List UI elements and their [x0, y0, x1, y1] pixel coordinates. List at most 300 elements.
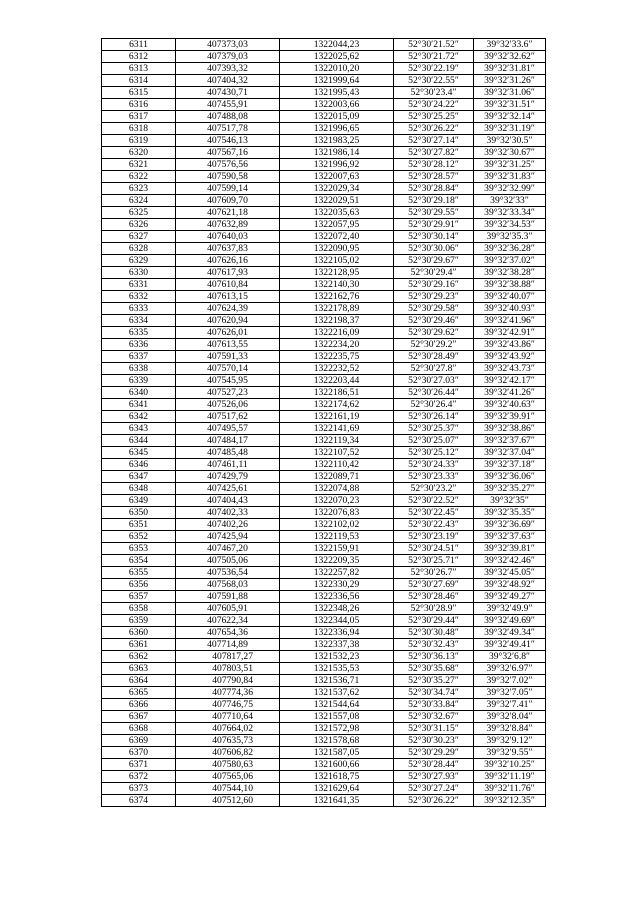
latitude-cell: 52°30′28.49″: [394, 351, 474, 363]
latitude-cell: 52°30′25.25″: [394, 111, 474, 123]
point-number-cell: 6325: [102, 207, 176, 219]
y-coordinate-cell: 1321600,66: [280, 759, 394, 771]
table-row: [102, 63, 546, 75]
latitude-cell: 52°30′30.23″: [394, 735, 474, 747]
latitude-cell: 52°30′29.58″: [394, 303, 474, 315]
y-coordinate-cell: 1322029,34: [280, 183, 394, 195]
point-number-cell: 6352: [102, 531, 176, 543]
longitude-cell: 39°32′10.25″: [474, 759, 546, 771]
latitude-cell: 52°30′22.52″: [394, 495, 474, 507]
longitude-cell: 39°32′36.06″: [474, 471, 546, 483]
point-number-cell: 6338: [102, 363, 176, 375]
latitude-cell: 52°30′28.44″: [394, 759, 474, 771]
longitude-cell: 39°32′31.06″: [474, 87, 546, 99]
latitude-cell: 52°30′27.24″: [394, 783, 474, 795]
point-number-cell: 6364: [102, 675, 176, 687]
table-row: [102, 219, 546, 231]
longitude-cell: 39°32′38.88″: [474, 279, 546, 291]
point-number-cell: 6337: [102, 351, 176, 363]
longitude-cell: 39°32′32.99″: [474, 183, 546, 195]
point-number-cell: 6351: [102, 519, 176, 531]
latitude-cell: 52°30′27.8″: [394, 363, 474, 375]
table-row: [102, 603, 546, 615]
latitude-cell: 52°30′26.14″: [394, 411, 474, 423]
y-coordinate-cell: 1322007,63: [280, 171, 394, 183]
table-row: [102, 723, 546, 735]
point-number-cell: 6371: [102, 759, 176, 771]
y-coordinate-cell: 1322198,37: [280, 315, 394, 327]
longitude-cell: 39°32′37.18″: [474, 459, 546, 471]
longitude-cell: 39°32′31.19″: [474, 123, 546, 135]
point-number-cell: 6323: [102, 183, 176, 195]
latitude-cell: 52°30′23.33″: [394, 471, 474, 483]
x-coordinate-cell: 407536,54: [176, 567, 280, 579]
x-coordinate-cell: 407373,03: [176, 39, 280, 51]
point-number-cell: 6361: [102, 639, 176, 651]
table-row: [102, 171, 546, 183]
x-coordinate-cell: 407517,62: [176, 411, 280, 423]
y-coordinate-cell: 1322234,20: [280, 339, 394, 351]
longitude-cell: 39°32′12.35″: [474, 795, 546, 807]
table-row: [102, 495, 546, 507]
y-coordinate-cell: 1321537,62: [280, 687, 394, 699]
x-coordinate-cell: 407567,16: [176, 147, 280, 159]
x-coordinate-cell: 407517,78: [176, 123, 280, 135]
table-row: [102, 627, 546, 639]
x-coordinate-cell: 407565,06: [176, 771, 280, 783]
longitude-cell: 39°32′9.55″: [474, 747, 546, 759]
table-row: [102, 411, 546, 423]
x-coordinate-cell: 407461,11: [176, 459, 280, 471]
x-coordinate-cell: 407430,71: [176, 87, 280, 99]
y-coordinate-cell: 1322203,44: [280, 375, 394, 387]
y-coordinate-cell: 1321532,23: [280, 651, 394, 663]
latitude-cell: 52°30′26.4″: [394, 399, 474, 411]
latitude-cell: 52°30′35.68″: [394, 663, 474, 675]
y-coordinate-cell: 1321536,71: [280, 675, 394, 687]
x-coordinate-cell: 407790,84: [176, 675, 280, 687]
latitude-cell: 52°30′35.27″: [394, 675, 474, 687]
point-number-cell: 6322: [102, 171, 176, 183]
longitude-cell: 39°32′49.27″: [474, 591, 546, 603]
point-number-cell: 6372: [102, 771, 176, 783]
y-coordinate-cell: 1322216,09: [280, 327, 394, 339]
table-row: [102, 795, 546, 807]
x-coordinate-cell: 407632,89: [176, 219, 280, 231]
longitude-cell: 39°32′35.27″: [474, 483, 546, 495]
point-number-cell: 6324: [102, 195, 176, 207]
x-coordinate-cell: 407599,14: [176, 183, 280, 195]
x-coordinate-cell: 407379,03: [176, 51, 280, 63]
x-coordinate-cell: 407590,58: [176, 171, 280, 183]
x-coordinate-cell: 407654,36: [176, 627, 280, 639]
y-coordinate-cell: 1322336,94: [280, 627, 394, 639]
latitude-cell: 52°30′32.43″: [394, 639, 474, 651]
longitude-cell: 39°32′41.96″: [474, 315, 546, 327]
y-coordinate-cell: 1322090,95: [280, 243, 394, 255]
x-coordinate-cell: 407570,14: [176, 363, 280, 375]
table-row: [102, 339, 546, 351]
longitude-cell: 39°32′37.04″: [474, 447, 546, 459]
x-coordinate-cell: 407622,34: [176, 615, 280, 627]
y-coordinate-cell: 1322128,95: [280, 267, 394, 279]
latitude-cell: 52°30′32.67″: [394, 711, 474, 723]
y-coordinate-cell: 1322029,51: [280, 195, 394, 207]
x-coordinate-cell: 407620,94: [176, 315, 280, 327]
longitude-cell: 39°32′49.9″: [474, 603, 546, 615]
table-row: [102, 651, 546, 663]
table-row: [102, 759, 546, 771]
point-number-cell: 6344: [102, 435, 176, 447]
y-coordinate-cell: 1322140,30: [280, 279, 394, 291]
longitude-cell: 39°32′40.07″: [474, 291, 546, 303]
longitude-cell: 39°32′30.67″: [474, 147, 546, 159]
y-coordinate-cell: 1321995,43: [280, 87, 394, 99]
longitude-cell: 39°32′34.53″: [474, 219, 546, 231]
x-coordinate-cell: 407576,56: [176, 159, 280, 171]
x-coordinate-cell: 407495,57: [176, 423, 280, 435]
longitude-cell: 39°32′49.41″: [474, 639, 546, 651]
table-row: [102, 303, 546, 315]
longitude-cell: 39°32′39.91″: [474, 411, 546, 423]
longitude-cell: 39°32′36.28″: [474, 243, 546, 255]
point-number-cell: 6356: [102, 579, 176, 591]
longitude-cell: 39°32′33.34″: [474, 207, 546, 219]
x-coordinate-cell: 407774,36: [176, 687, 280, 699]
point-number-cell: 6330: [102, 267, 176, 279]
longitude-cell: 39°32′37.63″: [474, 531, 546, 543]
longitude-cell: 39°32′40.93″: [474, 303, 546, 315]
x-coordinate-cell: 407664,02: [176, 723, 280, 735]
point-number-cell: 6334: [102, 315, 176, 327]
point-number-cell: 6353: [102, 543, 176, 555]
y-coordinate-cell: 1322257,82: [280, 567, 394, 579]
latitude-cell: 52°30′28.12″: [394, 159, 474, 171]
latitude-cell: 52°30′25.07″: [394, 435, 474, 447]
longitude-cell: 39°32′6.8″: [474, 651, 546, 663]
x-coordinate-cell: 407591,33: [176, 351, 280, 363]
latitude-cell: 52°30′21.52″: [394, 39, 474, 51]
table-row: [102, 639, 546, 651]
point-number-cell: 6313: [102, 63, 176, 75]
longitude-cell: 39°32′6.97″: [474, 663, 546, 675]
longitude-cell: 39°32′11.19″: [474, 771, 546, 783]
y-coordinate-cell: 1322102,02: [280, 519, 394, 531]
table-row: [102, 519, 546, 531]
y-coordinate-cell: 1322159,91: [280, 543, 394, 555]
table-row: [102, 387, 546, 399]
latitude-cell: 52°30′23.19″: [394, 531, 474, 543]
y-coordinate-cell: 1322074,88: [280, 483, 394, 495]
y-coordinate-cell: 1322076,83: [280, 507, 394, 519]
latitude-cell: 52°30′28.57″: [394, 171, 474, 183]
x-coordinate-cell: 407591,88: [176, 591, 280, 603]
y-coordinate-cell: 1322119,34: [280, 435, 394, 447]
y-coordinate-cell: 1322141,69: [280, 423, 394, 435]
y-coordinate-cell: 1321629,64: [280, 783, 394, 795]
y-coordinate-cell: 1321578,68: [280, 735, 394, 747]
x-coordinate-cell: 407710,64: [176, 711, 280, 723]
longitude-cell: 39°32′36.69″: [474, 519, 546, 531]
x-coordinate-cell: 407402,33: [176, 507, 280, 519]
longitude-cell: 39°32′38.86″: [474, 423, 546, 435]
latitude-cell: 52°30′25.37″: [394, 423, 474, 435]
table-row: [102, 435, 546, 447]
longitude-cell: 39°32′43.86″: [474, 339, 546, 351]
longitude-cell: 39°32′42.91″: [474, 327, 546, 339]
table-row: [102, 267, 546, 279]
longitude-cell: 39°32′7.02″: [474, 675, 546, 687]
x-coordinate-cell: 407488,08: [176, 111, 280, 123]
latitude-cell: 52°30′22.45″: [394, 507, 474, 519]
y-coordinate-cell: 1322161,19: [280, 411, 394, 423]
latitude-cell: 52°30′30.06″: [394, 243, 474, 255]
longitude-cell: 39°32′35″: [474, 495, 546, 507]
point-number-cell: 6336: [102, 339, 176, 351]
latitude-cell: 52°30′34.74″: [394, 687, 474, 699]
point-number-cell: 6345: [102, 447, 176, 459]
latitude-cell: 52°30′25.71″: [394, 555, 474, 567]
x-coordinate-cell: 407605,91: [176, 603, 280, 615]
point-number-cell: 6343: [102, 423, 176, 435]
latitude-cell: 52°30′29.62″: [394, 327, 474, 339]
latitude-cell: 52°30′22.43″: [394, 519, 474, 531]
longitude-cell: 39°32′11.76″: [474, 783, 546, 795]
longitude-cell: 39°32′9.12″: [474, 735, 546, 747]
point-number-cell: 6326: [102, 219, 176, 231]
table-row: [102, 291, 546, 303]
x-coordinate-cell: 407546,13: [176, 135, 280, 147]
point-number-cell: 6355: [102, 567, 176, 579]
table-row: [102, 459, 546, 471]
y-coordinate-cell: 1322035,63: [280, 207, 394, 219]
point-number-cell: 6368: [102, 723, 176, 735]
x-coordinate-cell: 407404,32: [176, 75, 280, 87]
table-row: [102, 783, 546, 795]
longitude-cell: 39°32′37.02″: [474, 255, 546, 267]
latitude-cell: 52°30′23.2″: [394, 483, 474, 495]
x-coordinate-cell: 407606,82: [176, 747, 280, 759]
point-number-cell: 6319: [102, 135, 176, 147]
point-number-cell: 6365: [102, 687, 176, 699]
x-coordinate-cell: 407637,83: [176, 243, 280, 255]
table-row: [102, 615, 546, 627]
table-row: [102, 471, 546, 483]
point-number-cell: 6370: [102, 747, 176, 759]
point-number-cell: 6350: [102, 507, 176, 519]
longitude-cell: 39°32′43.92″: [474, 351, 546, 363]
y-coordinate-cell: 1322330,29: [280, 579, 394, 591]
y-coordinate-cell: 1322107,52: [280, 447, 394, 459]
y-coordinate-cell: 1322105,02: [280, 255, 394, 267]
point-number-cell: 6316: [102, 99, 176, 111]
x-coordinate-cell: 407714,89: [176, 639, 280, 651]
latitude-cell: 52°30′27.82″: [394, 147, 474, 159]
latitude-cell: 52°30′29.67″: [394, 255, 474, 267]
x-coordinate-cell: 407626,01: [176, 327, 280, 339]
latitude-cell: 52°30′29.18″: [394, 195, 474, 207]
point-number-cell: 6373: [102, 783, 176, 795]
longitude-cell: 39°32′32.62″: [474, 51, 546, 63]
y-coordinate-cell: 1321544,64: [280, 699, 394, 711]
table-row: [102, 771, 546, 783]
point-number-cell: 6318: [102, 123, 176, 135]
x-coordinate-cell: 407803,51: [176, 663, 280, 675]
table-row: [102, 375, 546, 387]
latitude-cell: 52°30′29.23″: [394, 291, 474, 303]
longitude-cell: 39°32′32.14″: [474, 111, 546, 123]
y-coordinate-cell: 1321641,35: [280, 795, 394, 807]
longitude-cell: 39°32′31.26″: [474, 75, 546, 87]
table-row: [102, 195, 546, 207]
table-row: [102, 483, 546, 495]
latitude-cell: 52°30′28.84″: [394, 183, 474, 195]
longitude-cell: 39°32′49.69″: [474, 615, 546, 627]
x-coordinate-cell: 407526,06: [176, 399, 280, 411]
longitude-cell: 39°32′35.35″: [474, 507, 546, 519]
y-coordinate-cell: 1321587,05: [280, 747, 394, 759]
longitude-cell: 39°32′31.51″: [474, 99, 546, 111]
table-row: [102, 279, 546, 291]
latitude-cell: 52°30′26.22″: [394, 123, 474, 135]
table-row: [102, 183, 546, 195]
latitude-cell: 52°30′28.46″: [394, 591, 474, 603]
table-row: [102, 567, 546, 579]
longitude-cell: 39°32′31.83″: [474, 171, 546, 183]
point-number-cell: 6357: [102, 591, 176, 603]
table-row: [102, 423, 546, 435]
x-coordinate-cell: 407609,70: [176, 195, 280, 207]
point-number-cell: 6362: [102, 651, 176, 663]
point-number-cell: 6328: [102, 243, 176, 255]
latitude-cell: 52°30′24.51″: [394, 543, 474, 555]
longitude-cell: 39°32′42.46″: [474, 555, 546, 567]
x-coordinate-cell: 407621,18: [176, 207, 280, 219]
table-row: [102, 51, 546, 63]
longitude-cell: 39°32′42.17″: [474, 375, 546, 387]
point-number-cell: 6347: [102, 471, 176, 483]
latitude-cell: 52°30′24.33″: [394, 459, 474, 471]
y-coordinate-cell: 1322044,23: [280, 39, 394, 51]
table-row: [102, 735, 546, 747]
y-coordinate-cell: 1322232,52: [280, 363, 394, 375]
point-number-cell: 6312: [102, 51, 176, 63]
point-number-cell: 6358: [102, 603, 176, 615]
table-row: [102, 507, 546, 519]
table-row: [102, 315, 546, 327]
y-coordinate-cell: 1322057,95: [280, 219, 394, 231]
y-coordinate-cell: 1322015,09: [280, 111, 394, 123]
x-coordinate-cell: 407484,17: [176, 435, 280, 447]
point-number-cell: 6331: [102, 279, 176, 291]
table-row: [102, 531, 546, 543]
y-coordinate-cell: 1321535,53: [280, 663, 394, 675]
point-number-cell: 6317: [102, 111, 176, 123]
latitude-cell: 52°30′25.12″: [394, 447, 474, 459]
table-row: [102, 363, 546, 375]
table-row: [102, 543, 546, 555]
point-number-cell: 6332: [102, 291, 176, 303]
x-coordinate-cell: 407402,26: [176, 519, 280, 531]
x-coordinate-cell: 407568,03: [176, 579, 280, 591]
x-coordinate-cell: 407635,73: [176, 735, 280, 747]
table-row: [102, 447, 546, 459]
y-coordinate-cell: 1322209,35: [280, 555, 394, 567]
point-number-cell: 6346: [102, 459, 176, 471]
point-number-cell: 6374: [102, 795, 176, 807]
point-number-cell: 6341: [102, 399, 176, 411]
y-coordinate-cell: 1322337,38: [280, 639, 394, 651]
point-number-cell: 6333: [102, 303, 176, 315]
x-coordinate-cell: 407467,20: [176, 543, 280, 555]
point-number-cell: 6348: [102, 483, 176, 495]
longitude-cell: 39°32′7.41″: [474, 699, 546, 711]
y-coordinate-cell: 1322010,20: [280, 63, 394, 75]
point-number-cell: 6360: [102, 627, 176, 639]
y-coordinate-cell: 1322119,53: [280, 531, 394, 543]
table-row: [102, 255, 546, 267]
point-number-cell: 6359: [102, 615, 176, 627]
latitude-cell: 52°30′29.44″: [394, 615, 474, 627]
table-row: [102, 711, 546, 723]
longitude-cell: 39°32′38.28″: [474, 267, 546, 279]
latitude-cell: 52°30′26.44″: [394, 387, 474, 399]
table-row: [102, 579, 546, 591]
point-number-cell: 6315: [102, 87, 176, 99]
table-row: [102, 135, 546, 147]
x-coordinate-cell: 407455,91: [176, 99, 280, 111]
y-coordinate-cell: 1321572,98: [280, 723, 394, 735]
latitude-cell: 52°30′30.14″: [394, 231, 474, 243]
latitude-cell: 52°30′27.03″: [394, 375, 474, 387]
longitude-cell: 39°32′48.92″: [474, 579, 546, 591]
x-coordinate-cell: 407393,32: [176, 63, 280, 75]
x-coordinate-cell: 407527,23: [176, 387, 280, 399]
point-number-cell: 6340: [102, 387, 176, 399]
table-row: [102, 231, 546, 243]
point-number-cell: 6311: [102, 39, 176, 51]
y-coordinate-cell: 1321557,08: [280, 711, 394, 723]
longitude-cell: 39°32′43.73″: [474, 363, 546, 375]
latitude-cell: 52°30′28.9″: [394, 603, 474, 615]
y-coordinate-cell: 1321999,64: [280, 75, 394, 87]
point-number-cell: 6327: [102, 231, 176, 243]
latitude-cell: 52°30′31.15″: [394, 723, 474, 735]
point-number-cell: 6349: [102, 495, 176, 507]
latitude-cell: 52°30′22.55″: [394, 75, 474, 87]
latitude-cell: 52°30′24.22″: [394, 99, 474, 111]
point-number-cell: 6369: [102, 735, 176, 747]
point-number-cell: 6320: [102, 147, 176, 159]
x-coordinate-cell: 407485,48: [176, 447, 280, 459]
point-number-cell: 6329: [102, 255, 176, 267]
point-number-cell: 6314: [102, 75, 176, 87]
y-coordinate-cell: 1322003,66: [280, 99, 394, 111]
latitude-cell: 52°30′29.55″: [394, 207, 474, 219]
table-row: [102, 207, 546, 219]
x-coordinate-cell: 407613,15: [176, 291, 280, 303]
point-number-cell: 6367: [102, 711, 176, 723]
coordinates-table-body: [102, 39, 546, 807]
latitude-cell: 52°30′29.4″: [394, 267, 474, 279]
table-row: [102, 399, 546, 411]
table-row: [102, 663, 546, 675]
point-number-cell: 6321: [102, 159, 176, 171]
x-coordinate-cell: 407512,60: [176, 795, 280, 807]
x-coordinate-cell: 407610,84: [176, 279, 280, 291]
x-coordinate-cell: 407580,63: [176, 759, 280, 771]
longitude-cell: 39°32′45.05″: [474, 567, 546, 579]
